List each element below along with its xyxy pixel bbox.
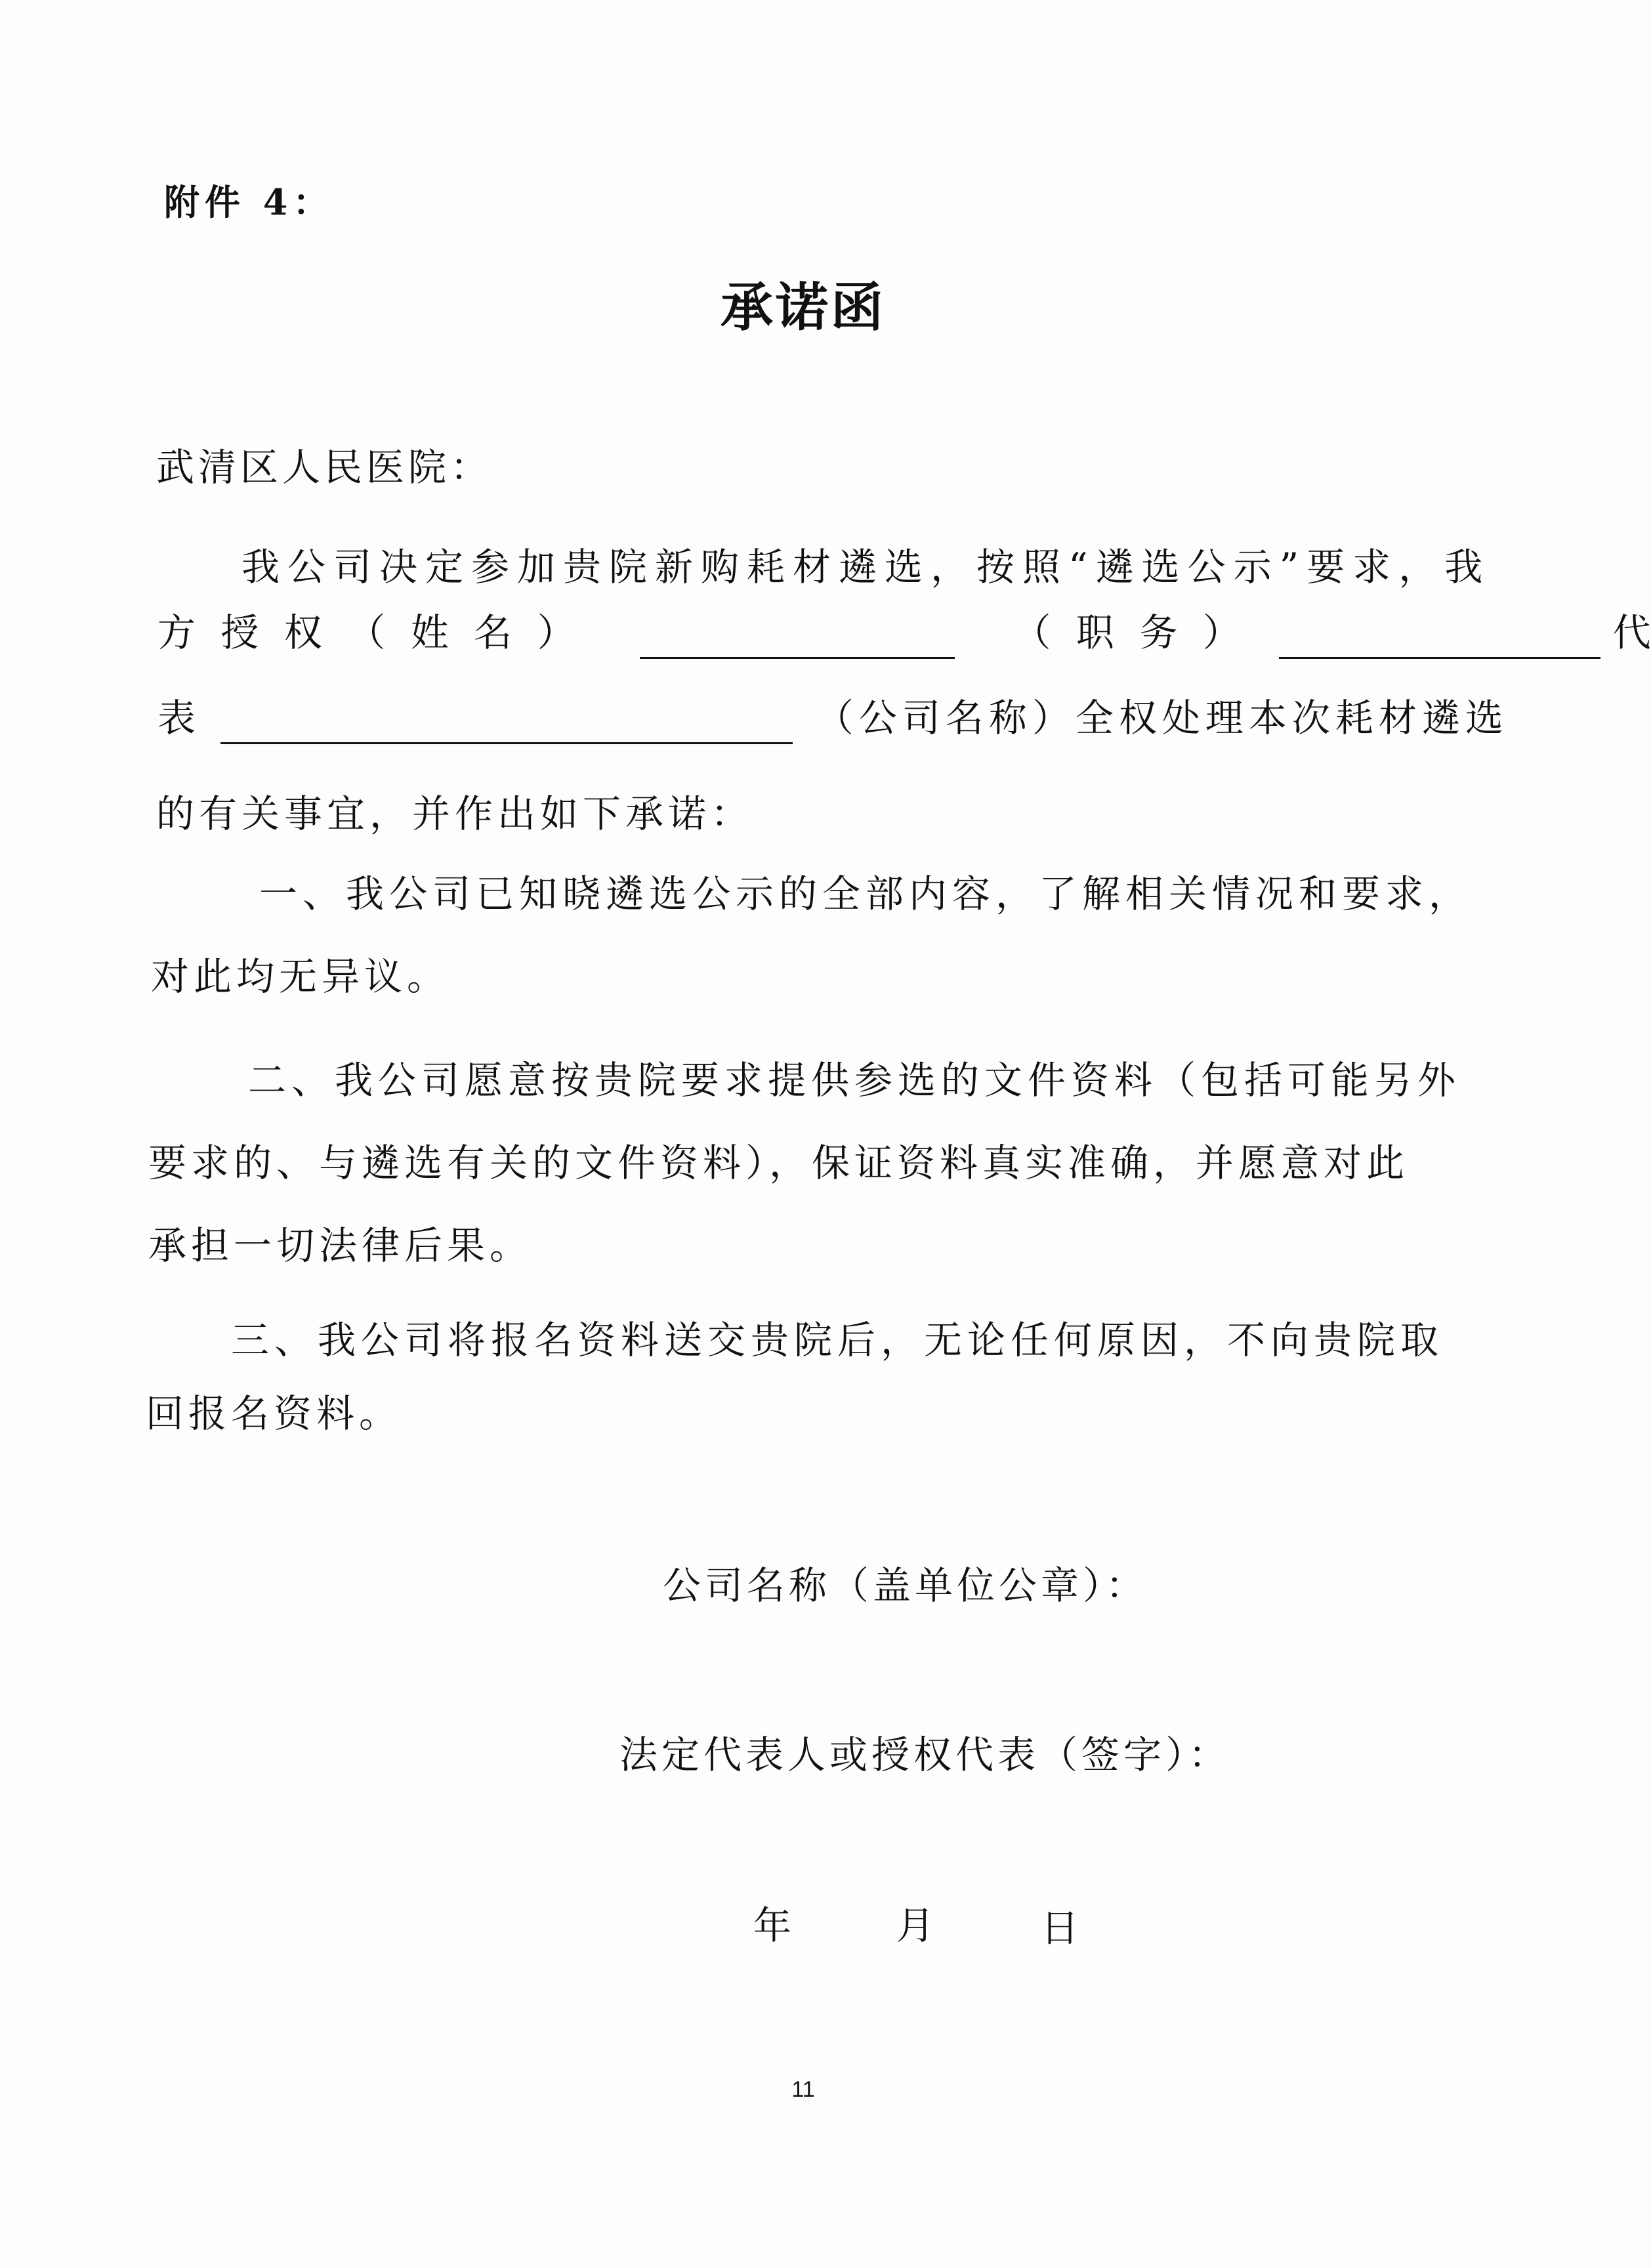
paragraph1-line1: 我公司决定参加贵院新购耗材遴选，按照“遴选公示”要求，我 (241, 545, 1491, 589)
company-name-blank-field[interactable] (220, 703, 793, 744)
name-blank-field[interactable] (640, 618, 955, 659)
document-title: 承诺函 (721, 276, 886, 338)
addressee: 武清区人民医院： (156, 445, 493, 490)
represent-char: 代 (1612, 610, 1651, 655)
item2-line1: 二、我公司愿意按贵院要求提供参选的文件资料（包括可能另外 (248, 1058, 1461, 1102)
paragraph1-line3 (157, 692, 1509, 744)
item1-line2: 对此均无异议。 (151, 954, 450, 999)
item2-line2: 要求的、与遴选有关的文件资料），保证资料真实准确，并愿意对此 (148, 1141, 1410, 1185)
paragraph1-line2 (157, 606, 1651, 659)
paragraph1-line4: 的有关事宜，并作出如下承诺： (156, 791, 754, 836)
position-blank-field[interactable] (1279, 618, 1600, 659)
company-seal-label: 公司名称（盖单位公章）： (663, 1563, 1148, 1608)
item2-line3: 承担一切法律后果。 (148, 1223, 533, 1268)
represent-label: 表 (157, 696, 196, 740)
item1-line1: 一、我公司已知晓遴选公示的全部内容，了解相关情况和要求， (259, 872, 1473, 916)
item3-line1: 三、我公司将报名资料送交贵院后，无论任何原因，不向贵院取 (231, 1318, 1444, 1362)
authorize-name-label: 方 授 权 （ 姓 名 ） (157, 610, 582, 655)
date-month-label: 月 (896, 1903, 935, 1948)
position-label: （ 职 务 ） (1013, 610, 1247, 655)
date-day-label: 日 (1041, 1906, 1079, 1950)
company-name-suffix: （公司名称）全权处理本次耗材遴选 (815, 696, 1509, 740)
page-number: 11 (791, 2077, 815, 2102)
attachment-label: 附件 4： (164, 181, 334, 223)
date-year-label: 年 (753, 1903, 792, 1948)
item3-line2: 回报名资料。 (146, 1391, 402, 1436)
representative-signature-label: 法定代表人或授权代表（签字）： (619, 1732, 1231, 1777)
